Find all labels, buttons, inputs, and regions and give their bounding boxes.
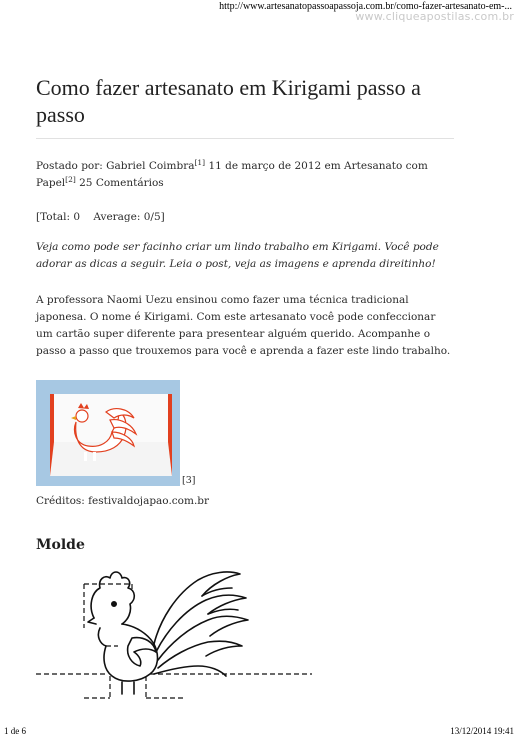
author-ref[interactable]: [1]: [194, 158, 206, 167]
category-ref[interactable]: [2]: [65, 175, 76, 184]
body-paragraph: A professora Naomi Uezu ensinou como fazer uma técnica tradicional japonesa. O nome é Kirigami. Com este artesanato você pode confeccionar um cartão super diferente para presentear alguém querido. Acompanhe o passo a passo que trouxemos para você e aprenda a fazer este lindo trabalho.: [36, 294, 451, 357]
page-number: 1 de 6: [4, 726, 26, 736]
rooster-template-drawing: [36, 548, 336, 708]
title-divider: [36, 138, 454, 139]
rating-text: [Total: 0 Average: 0/5]: [36, 211, 165, 223]
meta-prefix: Postado por:: [36, 160, 107, 172]
image-ref[interactable]: [3]: [182, 475, 196, 486]
rating-summary: [36, 209, 454, 226]
page-url: http://www.artesanatopassoapassoja.com.br/como-fazer-artesanato-em-...: [219, 1, 512, 12]
comments-count[interactable]: 25 Comentários: [75, 177, 164, 189]
kirigami-photo[interactable]: [36, 380, 180, 486]
author-name[interactable]: Gabriel Coimbra: [106, 160, 195, 172]
watermark: www.cliqueapostilas.com.br: [355, 10, 514, 23]
section-heading-molde: Molde: [36, 537, 85, 553]
print-timestamp: 13/12/2014 19:41: [450, 726, 514, 736]
image-credits: Créditos: festivaldojapao.com.br: [36, 495, 210, 507]
article-title: Como fazer artesanato em Kirigami passo a passo: [36, 75, 421, 127]
intro-paragraph: Veja como pode ser facinho criar um lindo trabalho em Kirigami. Você pode adorar as dicas a seguir. Leia o post, veja as imagens e aprenda direitinho!: [36, 241, 439, 270]
meta-date-category: 11 de março de 2012 em Artesanato com Papel: [36, 160, 428, 189]
kirigami-figure: [36, 380, 454, 488]
rooster-card-illustration: [36, 380, 180, 486]
post-meta: [36, 158, 454, 192]
rooster-outline-svg: [36, 548, 336, 708]
article: [36, 74, 454, 554]
